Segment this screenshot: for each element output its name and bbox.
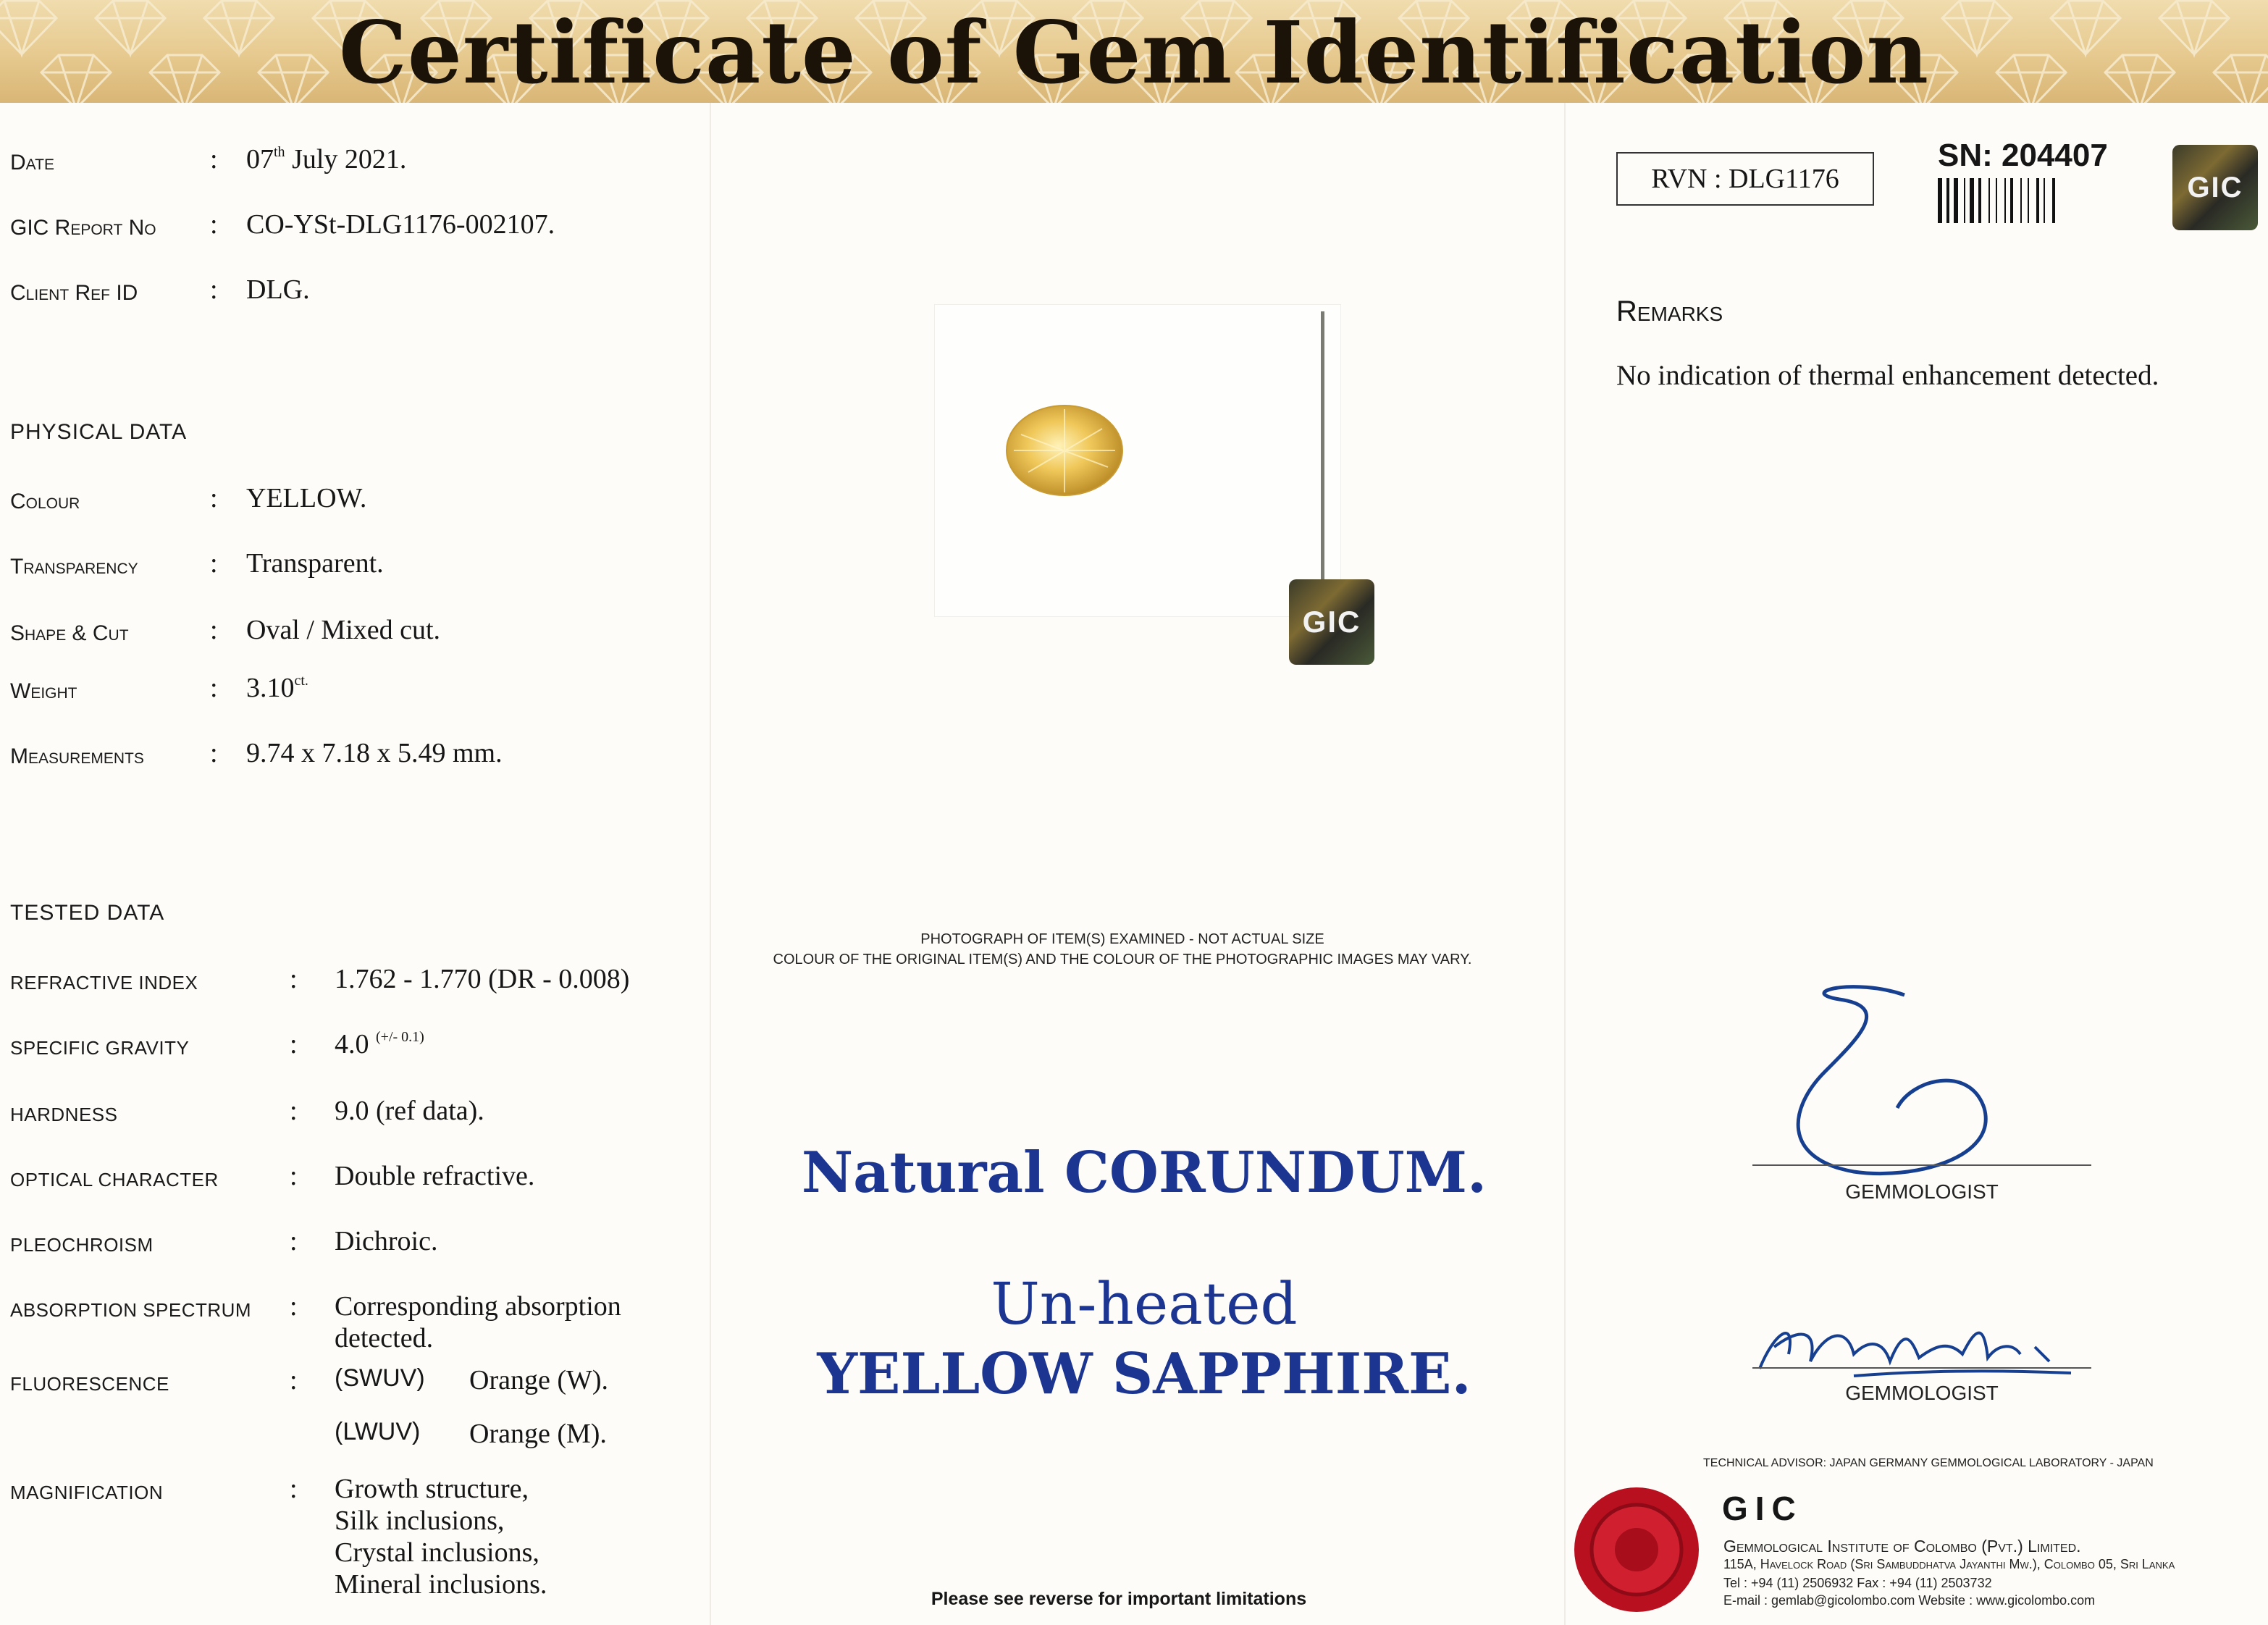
colon: : <box>210 483 218 513</box>
report-label: GIC Report No <box>10 216 156 240</box>
display-pin <box>1321 311 1324 594</box>
client-value: DLG. <box>246 274 310 305</box>
colon: : <box>210 209 218 240</box>
photo-caption-2: COLOUR OF THE ORIGINAL ITEM(S) AND THE COLOUR OF THE PHOTOGRAPHIC IMAGES MAY VARY. <box>773 952 1472 967</box>
colon: : <box>210 738 218 768</box>
colon: : <box>210 144 218 175</box>
fold-line-left <box>710 103 711 1625</box>
shape-label: Shape & Cut <box>10 621 129 645</box>
optical-value: Double refractive. <box>335 1161 535 1191</box>
signature-line-2 <box>1752 1367 2091 1369</box>
magnification-value-3: Crystal inclusions, <box>335 1537 539 1568</box>
shape-value: Oval / Mixed cut. <box>246 615 441 645</box>
absorption-value-1: Corresponding absorption <box>335 1291 621 1322</box>
fluorescence-label: FLUORESCENCE <box>10 1373 169 1395</box>
magnification-value-1: Growth structure, <box>335 1474 529 1504</box>
rvn-box: RVN : DLG1176 <box>1616 152 1874 206</box>
report-value: CO-YSt-DLG1176-002107. <box>246 209 555 240</box>
tested-data-heading: TESTED DATA <box>10 901 165 925</box>
sg-label: SPECIFIC GRAVITY <box>10 1037 190 1059</box>
magnification-value-2: Silk inclusions, <box>335 1506 505 1536</box>
absorption-value-2: detected. <box>335 1323 434 1353</box>
colon: : <box>290 1161 298 1191</box>
limitations-note: Please see reverse for important limitations <box>931 1589 1307 1609</box>
signature-line-1 <box>1752 1164 2091 1166</box>
gic-security-tag: GIC <box>1289 579 1374 665</box>
photo-caption-1: PHOTOGRAPH OF ITEM(S) EXAMINED - NOT ACTUAL SIZE <box>920 931 1324 947</box>
magnification-value-4: Mineral inclusions. <box>335 1569 547 1600</box>
hardness-label: HARDNESS <box>10 1104 118 1125</box>
treatment-conclusion: Un-heated <box>991 1270 1298 1338</box>
gic-hologram-sticker: GIC <box>2172 145 2258 230</box>
gemmologist-signature-1 <box>1767 978 2028 1188</box>
colon: : <box>210 615 218 645</box>
sg-value: 4.0 $^{(+/- 0.1)}$ <box>335 1029 424 1059</box>
colon: : <box>290 1096 298 1126</box>
measurements-label: Measurements <box>10 744 144 768</box>
ri-label: REFRACTIVE INDEX <box>10 972 198 994</box>
gic-logo-text: GIC <box>1722 1490 1803 1527</box>
colon: : <box>210 673 218 703</box>
remarks-heading: Remarks <box>1616 295 1723 327</box>
absorption-label: ABSORPTION SPECTRUM <box>10 1299 252 1321</box>
pleochroism-label: PLEOCHROISM <box>10 1234 154 1256</box>
date-label: Date <box>10 151 54 175</box>
certificate-title: Certificate of Gem Identification <box>338 2 1929 103</box>
transparency-value: Transparent. <box>246 548 384 579</box>
colon: : <box>210 274 218 305</box>
colour-value: YELLOW. <box>246 483 367 513</box>
hardness-value: 9.0 (ref data). <box>335 1096 484 1126</box>
weight-label: Weight <box>10 679 77 703</box>
barcode <box>1938 178 2114 223</box>
optical-label: OPTICAL CHARACTER <box>10 1169 219 1191</box>
organization-address: 115A, Havelock Road (Sri Sambuddhatva Jayanthi Mw.), Colombo 05, Sri Lanka <box>1723 1557 2175 1571</box>
gemmologist-title-1: GEMMOLOGIST <box>1845 1180 1999 1203</box>
remarks-text: No indication of thermal enhancement detected. <box>1616 360 2159 391</box>
technical-advisor: TECHNICAL ADVISOR: JAPAN GERMANY GEMMOLOGICAL LABORATORY - JAPAN <box>1703 1457 2154 1469</box>
ri-value: 1.762 - 1.770 (DR - 0.008) <box>335 964 630 994</box>
magnification-label: MAGNIFICATION <box>10 1482 164 1503</box>
variety-conclusion: YELLOW SAPPHIRE. <box>817 1341 1471 1407</box>
gem-photo <box>934 304 1340 681</box>
wax-seal <box>1571 1485 1702 1615</box>
fluorescence-lw-value: Orange (M). <box>469 1419 607 1449</box>
colon: : <box>290 964 298 994</box>
date-value: 07th July 2021. <box>246 144 407 175</box>
organization-contact-web: E-mail : gemlab@gicolombo.com Website : www.gicolombo.com <box>1723 1593 2096 1608</box>
colon: : <box>290 1365 298 1395</box>
organization-contact-phone: Tel : +94 (11) 2506932 Fax : +94 (11) 2503732 <box>1723 1576 1992 1590</box>
weight-value: $3.10^{ct.}$ <box>246 673 308 703</box>
fluorescence-sw-value: Orange (W). <box>469 1365 609 1395</box>
colon: : <box>290 1029 298 1059</box>
species-conclusion: Natural CORUNDUM. <box>801 1140 1487 1206</box>
colour-label: Colour <box>10 490 80 513</box>
gemmologist-signature-2 <box>1745 1303 2093 1390</box>
colon: : <box>290 1291 298 1322</box>
colon: : <box>290 1474 298 1504</box>
fluorescence-sw-label: (SWUV) <box>335 1364 425 1392</box>
client-label: Client Ref ID <box>10 281 138 305</box>
fluorescence-lw-label: (LWUV) <box>335 1418 421 1445</box>
serial-number: SN: 204407 <box>1938 138 2108 173</box>
gemmologist-title-2: GEMMOLOGIST <box>1845 1382 1999 1404</box>
colon: : <box>210 548 218 579</box>
transparency-label: Transparency <box>10 555 138 579</box>
physical-data-heading: PHYSICAL DATA <box>10 420 188 444</box>
fold-line-right <box>1564 103 1566 1625</box>
organization-name: Gemmological Institute of Colombo (Pvt.) Limited. <box>1723 1537 2081 1555</box>
pleochroism-value: Dichroic. <box>335 1226 438 1256</box>
measurements-value: 9.74 x 7.18 x 5.49 mm. <box>246 738 503 768</box>
colon: : <box>290 1226 298 1256</box>
